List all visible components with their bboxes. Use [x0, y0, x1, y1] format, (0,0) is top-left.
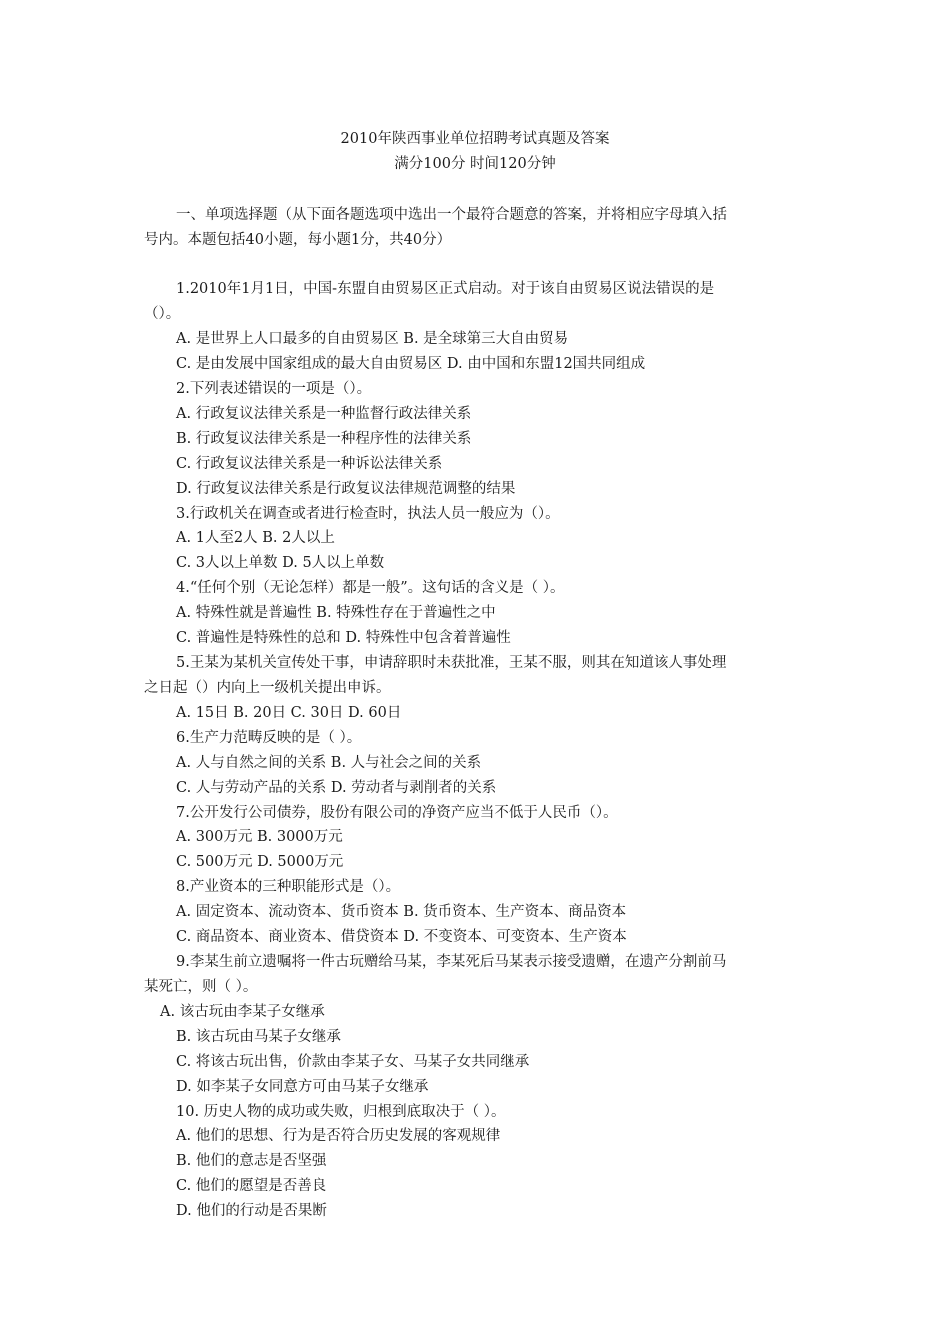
question-4-options: A. 特殊性就是普遍性 B. 特殊性存在于普遍性之中 [176, 605, 496, 621]
question-6-options: C. 人与劳动产品的关系 D. 劳动者与剥削者的关系 [176, 780, 497, 796]
question-8-options: A. 固定资本、流动资本、货币资本 B. 货币资本、生产资本、商品资本 [176, 904, 627, 920]
question-9-option-d: D. 如李某子女同意方可由马某子女继承 [176, 1079, 429, 1095]
question-1-text-cont: （）。 [144, 306, 181, 322]
question-8-options: C. 商品资本、商业资本、借贷资本 D. 不变资本、可变资本、生产资本 [176, 929, 627, 945]
question-1-options: A. 是世界上人口最多的自由贸易区 B. 是全球第三大自由贸易 [176, 331, 569, 347]
question-7-text: 7.公开发行公司债券，股份有限公司的净资产应当不低于人民币（）。 [176, 805, 618, 821]
question-3-text: 3.行政机关在调查或者进行检查时，执法人员一般应为（）。 [176, 506, 560, 522]
question-10-text: 10. 历史人物的成功或失败，归根到底取决于（ ）。 [176, 1104, 506, 1120]
question-9-option-b: B. 该古玩由马某子女继承 [176, 1029, 341, 1045]
question-5-text: 5.王某为某机关宣传处干事，申请辞职时未获批准，王某不服，则其在知道该人事处理 [176, 655, 727, 671]
question-2-option-b: B. 行政复议法律关系是一种程序性的法律关系 [176, 431, 472, 447]
question-5-options: A. 15日 B. 20日 C. 30日 D. 60日 [176, 705, 402, 721]
question-10-option-c: C. 他们的愿望是否善良 [176, 1178, 327, 1194]
question-7-options: C. 500万元 D. 5000万元 [176, 854, 344, 870]
question-1-options: C. 是由发展中国家组成的最大自由贸易区 D. 由中国和东盟12国共同组成 [176, 356, 646, 372]
document-title: 2010年陕西事业单位招聘考试真题及答案 [340, 131, 610, 147]
question-9-option-a: A. 该古玩由李某子女继承 [160, 1004, 325, 1020]
question-6-text: 6.生产力范畴反映的是（ ）。 [176, 730, 362, 746]
question-4-options: C. 普遍性是特殊性的总和 D. 特殊性中包含着普遍性 [176, 630, 511, 646]
section-heading-line-1: 一、单项选择题（从下面各题选项中选出一个最符合题意的答案，并将相应字母填入括 [176, 207, 727, 223]
question-10-option-a: A. 他们的思想、行为是否符合历史发展的客观规律 [176, 1128, 501, 1144]
question-3-options: A. 1人至2人 B. 2人以上 [176, 530, 335, 546]
question-10-option-d: D. 他们的行动是否果断 [176, 1203, 327, 1219]
question-4-text: 4.“任何个别（无论怎样）都是一般”。这句话的含义是（ ）。 [176, 580, 565, 596]
section-heading-line-2: 号内。本题包括40小题，每小题1分，共40分） [144, 232, 452, 248]
question-9-text-cont: 某死亡，则（ ）。 [144, 979, 258, 995]
question-1-text: 1.2010年1月1日，中国-东盟自由贸易区正式启动。对于该自由贸易区说法错误的是 [176, 281, 715, 297]
question-2-option-d: D. 行政复议法律关系是行政复议法律规范调整的结果 [176, 481, 516, 497]
question-8-text: 8.产业资本的三种职能形式是（）。 [176, 879, 401, 895]
question-7-options: A. 300万元 B. 3000万元 [176, 829, 343, 845]
document-subtitle: 满分100分 时间120分钟 [394, 156, 556, 172]
question-2-option-a: A. 行政复议法律关系是一种监督行政法律关系 [176, 406, 472, 422]
question-2-option-c: C. 行政复议法律关系是一种诉讼法律关系 [176, 456, 443, 472]
question-9-option-c: C. 将该古玩出售，价款由李某子女、马某子女共同继承 [176, 1054, 530, 1070]
question-10-option-b: B. 他们的意志是否坚强 [176, 1153, 327, 1169]
question-6-options: A. 人与自然之间的关系 B. 人与社会之间的关系 [176, 755, 482, 771]
question-2-text: 2.下列表述错误的一项是（）。 [176, 381, 372, 397]
question-5-text-cont: 之日起（）内向上一级机关提出申诉。 [144, 680, 391, 696]
question-3-options: C. 3人以上单数 D. 5人以上单数 [176, 555, 385, 571]
question-9-text: 9.李某生前立遗嘱将一件古玩赠给马某，李某死后马某表示接受遗赠，在遗产分割前马 [176, 954, 727, 970]
